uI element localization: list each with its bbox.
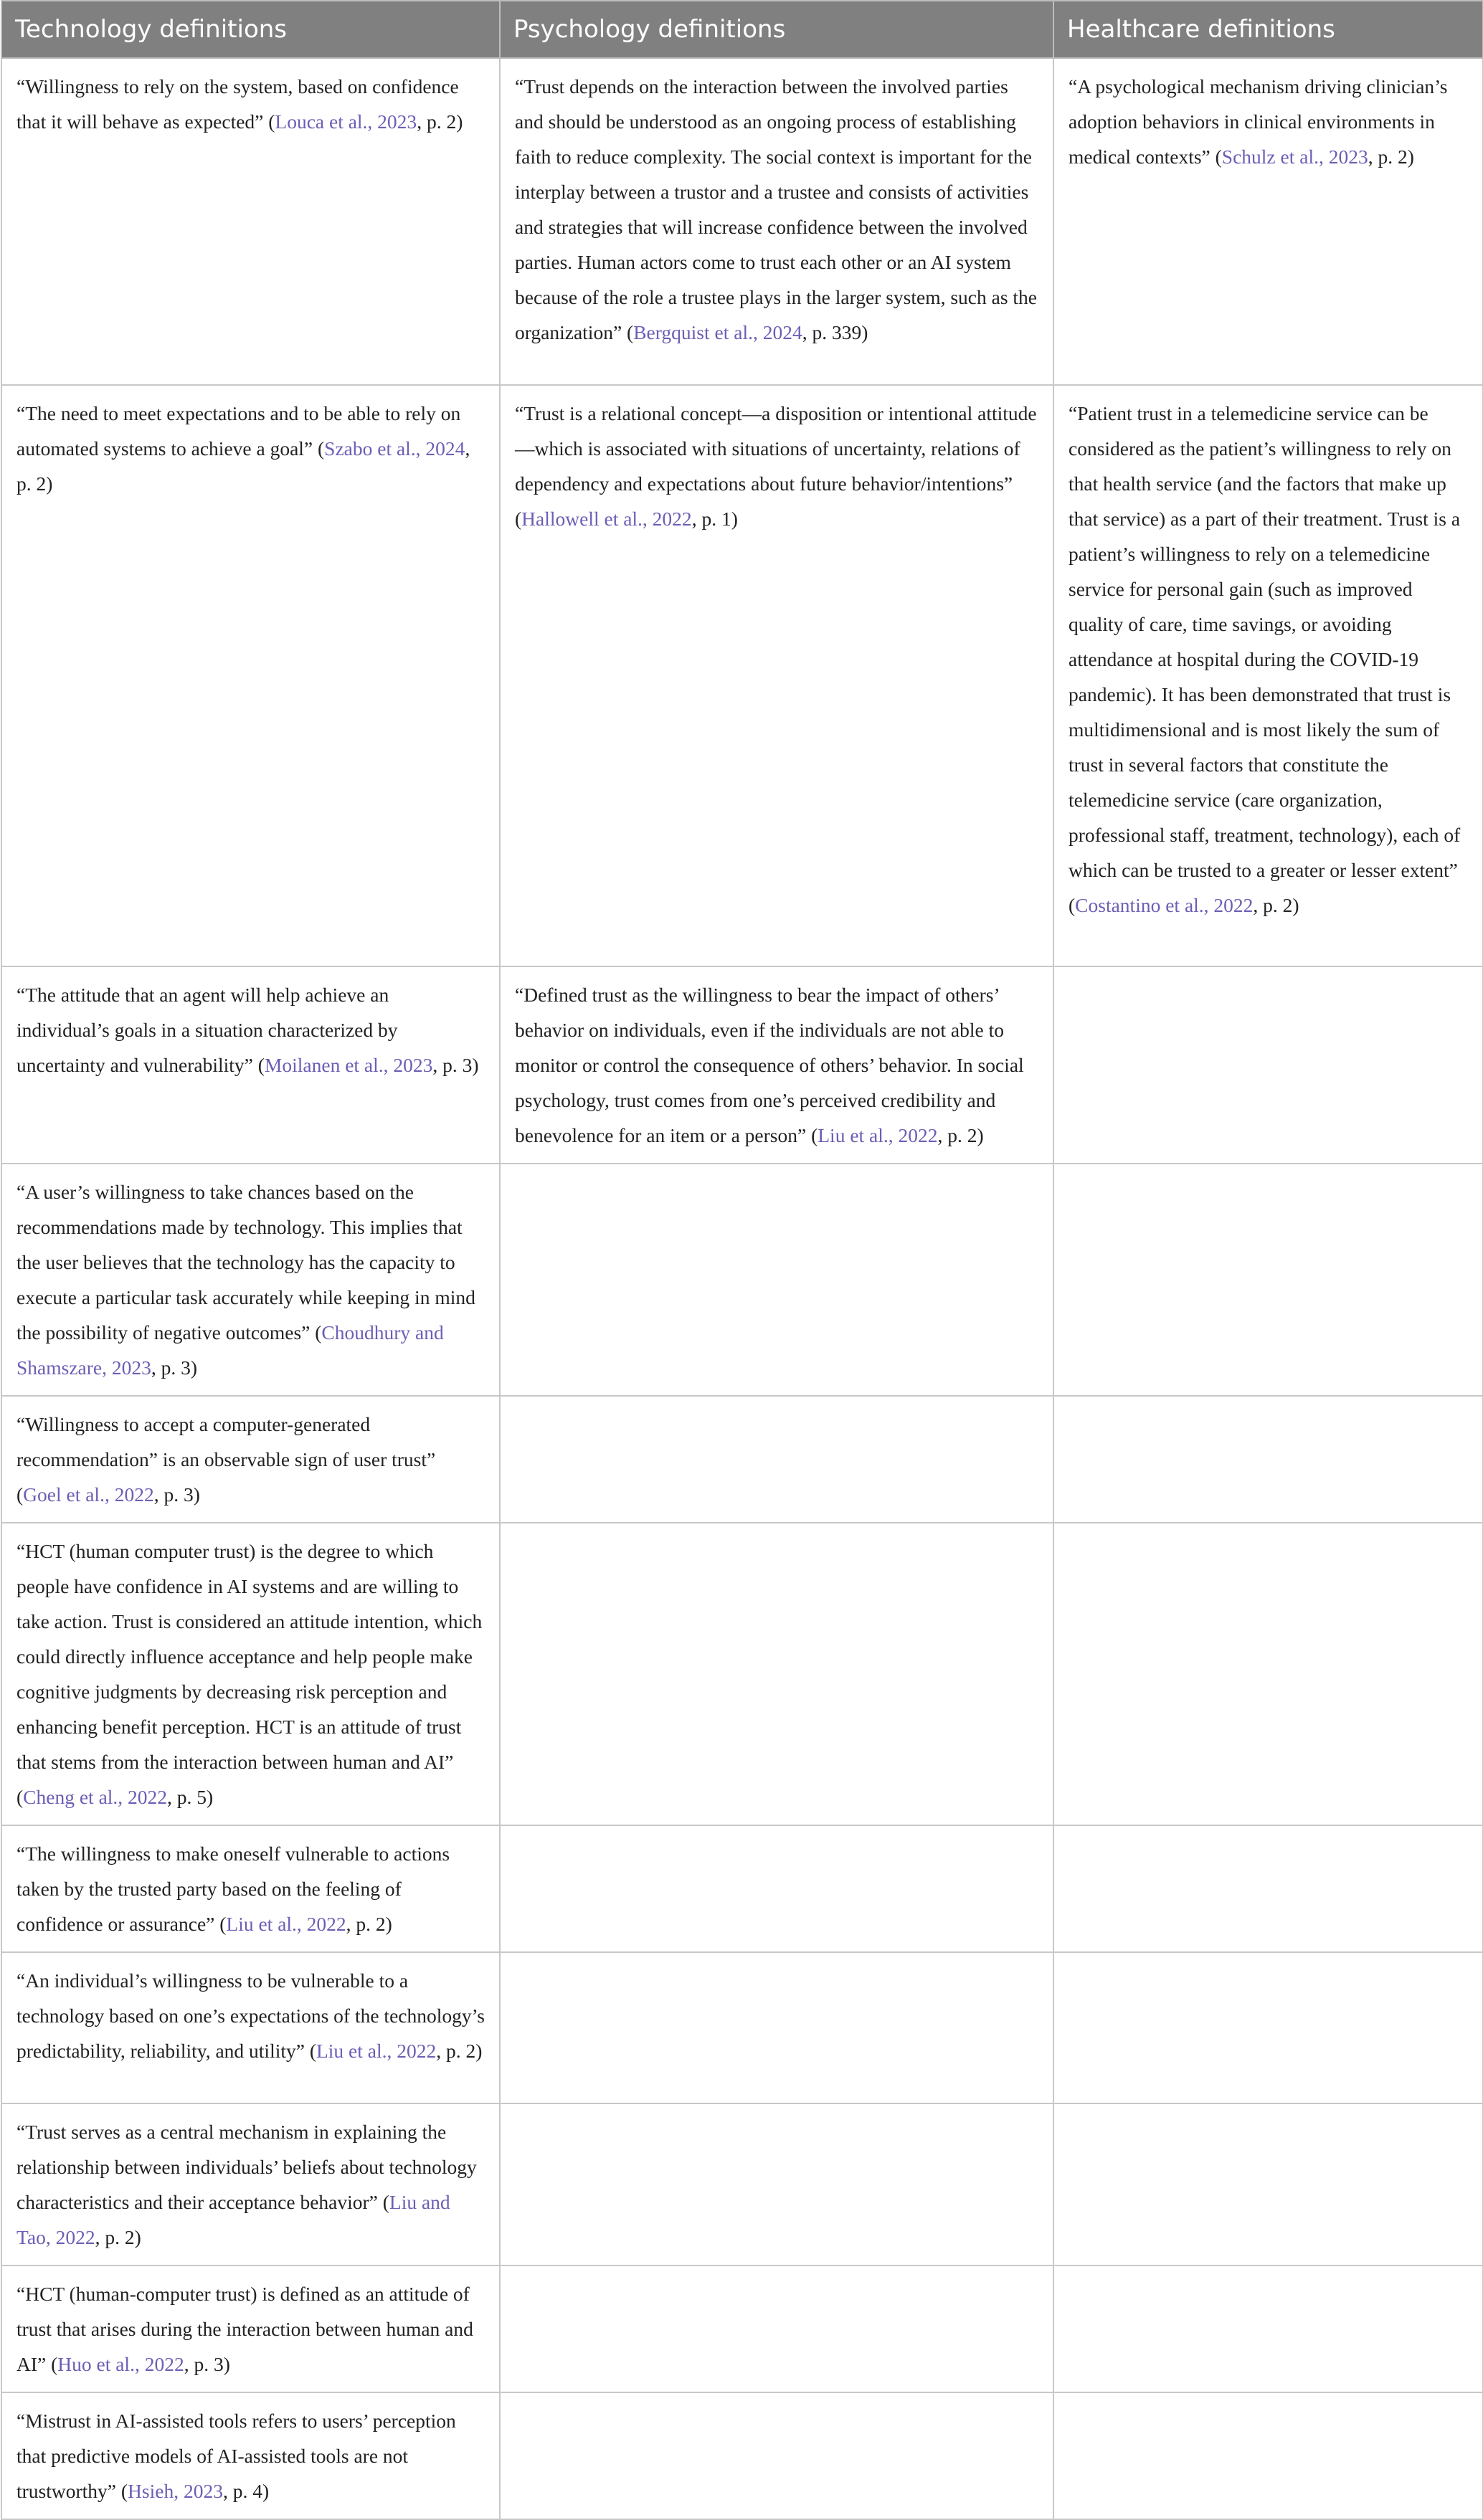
citation-page: , p. 2)	[95, 2226, 141, 2248]
psychology-definition-cell	[500, 1164, 1053, 1396]
citation-link[interactable]: Goel et al., 2022	[23, 1483, 154, 1506]
citation-page: , p. 3)	[153, 1483, 200, 1506]
header-row	[1, 1, 1483, 58]
citation-link[interactable]: Bergquist et al., 2024	[633, 321, 802, 343]
table-row	[1, 1952, 1483, 2103]
definition-text: “Patient trust in a telemedicine service can be considered as the patient’s willingness to rely on that health service (and the factors that make up that service) as a part of their treatment. Trust is a patient’s willingness to rely on a telemedicine service for personal gain (such as improved quality of care, time savings, or avoiding attendance at hospital during the COVID-19 pandemic). It has been demonstrated that trust is multidimensional and is most likely the sum of trust in several factors that constitute the telemedicine service (care organization, professional staff, treatment, technology), each of which can be trusted to a greater or lesser extent” (	[1069, 402, 1461, 916]
definition-text: “The attitude that an agent will help achieve an individual’s goals in a situation characterized by uncertainty and vulnerability” (	[16, 984, 398, 1076]
citation-link[interactable]: Szabo et al., 2024	[324, 437, 465, 460]
healthcare-definition-cell	[1053, 1164, 1483, 1396]
technology-definition-cell	[1, 2103, 500, 2265]
table-row	[1, 58, 1483, 385]
definition-text: “Defined trust as the willingness to bear the impact of others’ behavior on individuals, even if the individuals are not able to monitor or control the consequence of others’ behavior. In social psychology, trust comes from one’s perceived credibility and benevolence for an item or a person” (	[515, 984, 1024, 1146]
citation-link[interactable]: Moilanen et al., 2023	[264, 1054, 433, 1076]
citation-link[interactable]: Costantino et al., 2022	[1075, 894, 1254, 916]
technology-definition-cell	[1, 1396, 500, 1523]
citation-link[interactable]: Choudhury and Shamszare, 2023	[16, 1321, 444, 1379]
citation-page: , p. 339)	[802, 321, 868, 343]
psychology-definition-cell	[500, 2392, 1053, 2519]
citation-link[interactable]: Liu et al., 2022	[226, 1913, 346, 1935]
table-row	[1, 1825, 1483, 1952]
definition-text: “A user’s willingness to take chances based on the recommendations made by technology. This implies that the user believes that the technology has the capacity to execute a particular task accurately while keeping in mind the possibility of negative outcomes” (	[16, 1181, 475, 1344]
definition-text: “A psychological mechanism driving clinician’s adoption behaviors in clinical environments in medical contexts” (	[1069, 75, 1448, 168]
citation-link[interactable]: Louca et al., 2023	[275, 110, 417, 133]
header-psychology: Psychology definitions	[500, 1, 1053, 58]
technology-definition-cell	[1, 1952, 500, 2103]
definition-text: “Trust depends on the interaction between the involved parties and should be understood as an ongoing process of establishing faith to reduce complexity. The social context is important for the interplay between a trustor and a trustee and consists of activities and strategies that will increase confidence between the involved parties. Human actors come to trust each other or an AI system because of the role a trustee plays in the larger system, such as the organization” (	[515, 75, 1037, 343]
citation-page: , p. 2)	[1368, 146, 1414, 168]
citation-page: , p. 3)	[432, 1054, 479, 1076]
definition-text: “Mistrust in AI-assisted tools refers to users’ perception that predictive models of AI-assisted tools are not trustworthy” (	[16, 2410, 456, 2502]
healthcare-definition-cell	[1053, 1825, 1483, 1952]
citation-page: , p. 3)	[151, 1356, 198, 1379]
healthcare-definition-cell	[1053, 2392, 1483, 2519]
psychology-definition-cell	[500, 1952, 1053, 2103]
psychology-definition-cell	[500, 1825, 1053, 1952]
table-row	[1, 1523, 1483, 1825]
technology-definition-cell	[1, 385, 500, 966]
definition-text: “An individual’s willingness to be vulnerable to a technology based on one’s expectations of the technology’s predictability, reliability, and utility” (	[16, 1969, 485, 2062]
table-row	[1, 966, 1483, 1164]
citation-page: , p. 3)	[184, 2353, 230, 2375]
citation-link[interactable]: Hallowell et al., 2022	[521, 508, 692, 530]
psychology-definition-cell	[500, 2265, 1053, 2392]
citation-page: , p. 4)	[222, 2480, 270, 2502]
technology-definition-cell	[1, 2392, 500, 2519]
psychology-definition-cell	[500, 966, 1053, 1164]
healthcare-definition-cell	[1053, 1523, 1483, 1825]
healthcare-definition-cell	[1053, 1952, 1483, 2103]
citation-link[interactable]: Cheng et al., 2022	[23, 1786, 168, 1808]
healthcare-definition-cell	[1053, 2265, 1483, 2392]
healthcare-definition-cell	[1053, 58, 1483, 385]
definition-text: “The willingness to make oneself vulnerable to actions taken by the trusted party based on the feeling of confidence or assurance” (	[16, 1843, 450, 1935]
healthcare-definition-cell	[1053, 1396, 1483, 1523]
table-row	[1, 1396, 1483, 1523]
healthcare-definition-cell	[1053, 385, 1483, 966]
psychology-definition-cell	[500, 2103, 1053, 2265]
citation-page: , p. 1)	[691, 508, 738, 530]
citation-link[interactable]: Liu et al., 2022	[818, 1124, 938, 1146]
definition-text: “HCT (human-computer trust) is defined as an attitude of trust that arises during the interaction between human and AI” (	[16, 2283, 473, 2375]
definition-text: “Willingness to accept a computer-generated recommendation” is an observable sign of user trust” (	[16, 1413, 436, 1506]
citation-page: , p. 5)	[167, 1786, 214, 1808]
definitions-table	[1, 0, 1483, 2520]
citation-page: , p. 2)	[16, 437, 470, 495]
healthcare-definition-cell	[1053, 966, 1483, 1164]
citation-page: , p. 2)	[937, 1124, 984, 1146]
technology-definition-cell	[1, 2265, 500, 2392]
definition-text: “HCT (human computer trust) is the degree to which people have confidence in AI systems and are willing to take action. Trust is considered an attitude intention, which could directly influence acceptance and help people make cognitive judgments by decreasing risk perception and enhancing benefit perception. HCT is an attitude of trust that stems from the interaction between human and AI” (	[16, 1540, 483, 1808]
definition-text: “Willingness to rely on the system, based on confidence that it will behave as expected” (	[16, 75, 459, 133]
definition-text: “The need to meet expectations and to be able to rely on automated systems to achieve a goal” (	[16, 402, 461, 460]
psychology-definition-cell	[500, 1523, 1053, 1825]
citation-link[interactable]: Hsieh, 2023	[128, 2480, 223, 2502]
technology-definition-cell	[1, 1523, 500, 1825]
definition-text: “Trust is a relational concept—a disposition or intentional attitude—which is associated with situations of uncertainty, relations of dependency and expectations about future behavior/intentions” (	[515, 402, 1037, 530]
psychology-definition-cell	[500, 385, 1053, 966]
citation-page: , p. 2)	[1253, 894, 1299, 916]
citation-link[interactable]: Huo et al., 2022	[57, 2353, 184, 2375]
technology-definition-cell	[1, 966, 500, 1164]
table-row	[1, 2392, 1483, 2519]
technology-definition-cell	[1, 58, 500, 385]
psychology-definition-cell	[500, 1396, 1053, 1523]
table-row	[1, 1164, 1483, 1396]
table-row	[1, 2265, 1483, 2392]
citation-page: , p. 2)	[417, 110, 463, 133]
header-healthcare: Healthcare definitions	[1053, 1, 1483, 58]
header-technology: Technology definitions	[1, 1, 500, 58]
citation-page: , p. 2)	[436, 2040, 483, 2062]
citation-link[interactable]: Schulz et al., 2023	[1221, 146, 1368, 168]
definition-text: “Trust serves as a central mechanism in explaining the relationship between individuals’ beliefs about technology characteristics and their acceptance behavior” (	[16, 2121, 477, 2213]
table-row	[1, 385, 1483, 966]
citation-link[interactable]: Liu and Tao, 2022	[16, 2191, 450, 2248]
technology-definition-cell	[1, 1825, 500, 1952]
table-row	[1, 2103, 1483, 2265]
citation-page: , p. 2)	[346, 1913, 392, 1935]
psychology-definition-cell	[500, 58, 1053, 385]
citation-link[interactable]: Liu et al., 2022	[316, 2040, 437, 2062]
technology-definition-cell	[1, 1164, 500, 1396]
healthcare-definition-cell	[1053, 2103, 1483, 2265]
